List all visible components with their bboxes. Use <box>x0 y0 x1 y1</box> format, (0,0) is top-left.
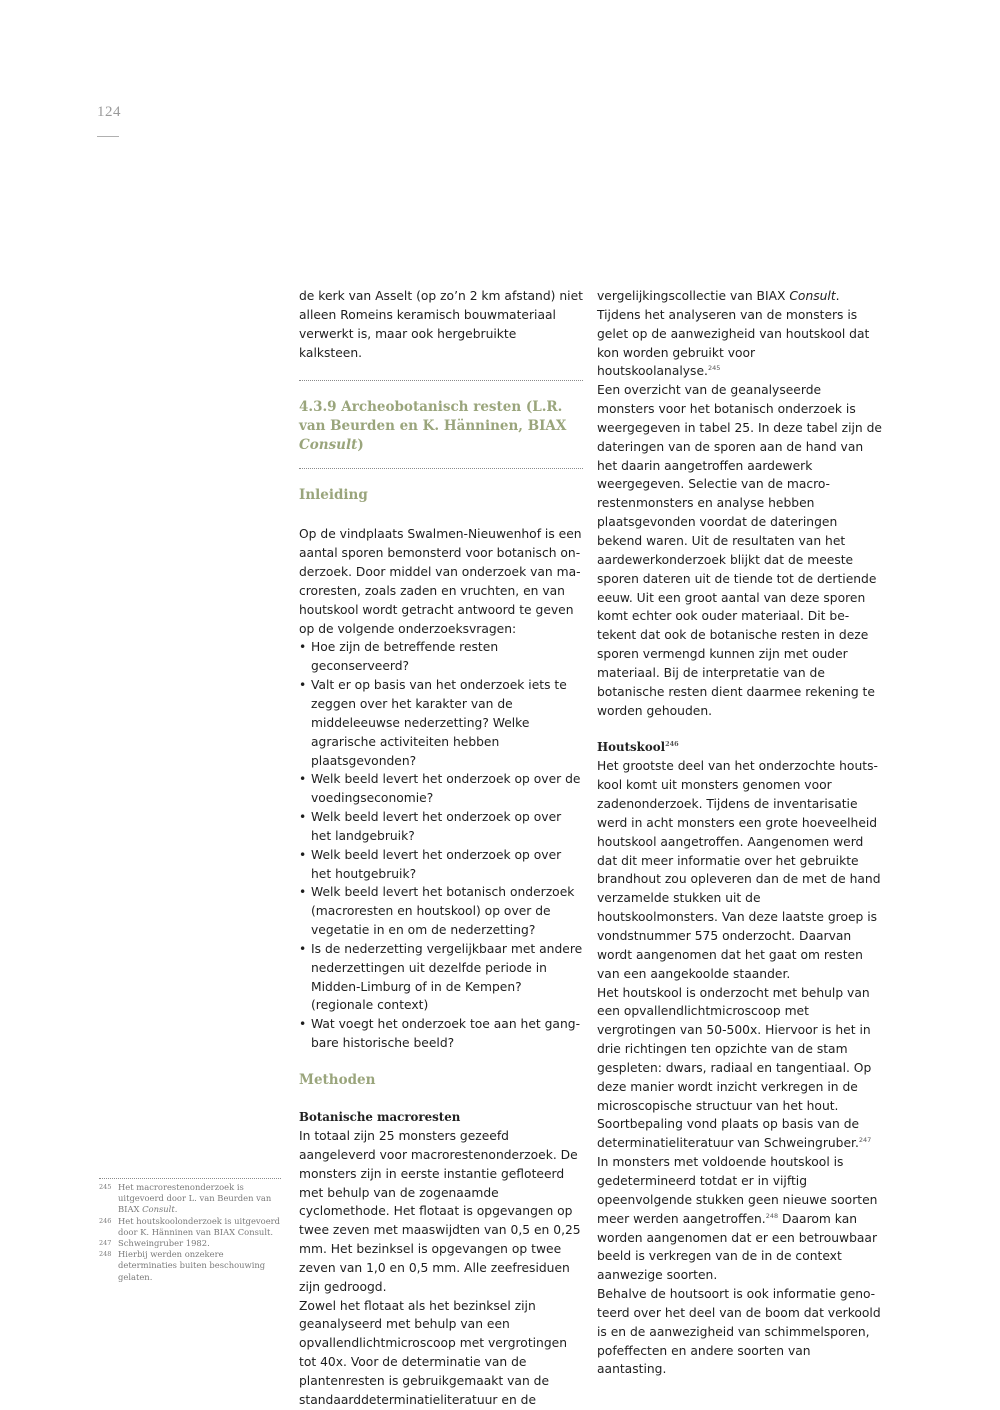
collection-paragraph: vergelijkingscollectie van BIAX Consult. Tijdens het analyseren van de monsters is gelet op de aanwezigheid van houtskool dat kon worden gebruikt voor houtskoolanalyse.$^{245}$ <box>597 289 870 379</box>
section-bottom-rule <box>299 468 583 469</box>
list-item: • Valt er op basis van het onderzoek iets te zeggen over het karakter van de middeleeuwse nederzetting? Welke agrarische activiteiten hebben plaatsgevonden? <box>299 676 583 770</box>
footnotes <box>99 1178 281 1283</box>
intro-paragraph: de kerk van Asselt (op zo’n 2 km afstand) niet alleen Romeins keramisch bouwmateriaal verwerkt is, maar ook hergebruikte kalksteen. <box>299 289 583 360</box>
research-questions-list <box>299 638 583 1053</box>
botanische-paragraph-2: Zowel het flotaat als het bezinksel zijn geanalyseerd met behulp van een opvallendlichtmicroscoop met vergrotingen tot 40x. Voor de determinatie van de plantenresten is gebruikgemaakt van de standaarddeterminatieliteratuur en de <box>299 1298 568 1407</box>
footnote-number: 247 <box>99 1239 112 1248</box>
list-item: • Welk beeld levert het botanisch onderzoek (macroresten en houtskool) op over de vegetatie in en om de nederzetting? <box>299 883 583 940</box>
footnote-number: 246 <box>99 1216 112 1225</box>
footnote-number: 245 <box>99 1183 112 1191</box>
footnote-number: 248 <box>99 1250 112 1259</box>
footnote-ref: 248 <box>765 1211 779 1220</box>
houtskool-heading: Houtskool$^{246}$ <box>597 740 679 755</box>
page-number-underline <box>97 136 119 137</box>
houtskool-paragraph-1: Het grootste deel van het onderzochte houtskool komt uit monsters genomen voor zadenonderzoek. Tijdens de inventarisatie werd in acht monsters een grote hoeveelheid houtskool aangetroffen. Aangenomen werd dat dit meer informatie over het gebruikte brandhout zou opleveren dan de met de hand verzamelde stukken uit de houtskoolmonsters. Van deze laatste groep is vondstnummer 575 onderzocht. Daarvan wordt aangenomen dat het gaat om resten van een aangekoolde staander. <box>597 759 881 981</box>
right-text-column <box>597 287 882 1379</box>
footnote: 248 Hierbij werden onzekere determinaties buiten beschouwing gelaten. <box>99 1249 266 1282</box>
botanische-macroresten-heading: Botanische macroresten <box>299 1110 461 1124</box>
overview-paragraph: Een overzicht van de geanalyseerde monsters voor het botanisch onderzoek is weergegeven in tabel 25. In deze tabel zijn de dateringen van de sporen aan de hand van het daarin aangetroffen aardewerk weergegeven. Selectie van de macrorestenmonsters en analyse hebben plaatsgevonden voordat de dateringen bekend waren. Uit de resultaten van het aardewerkonderzoek blijkt dat de meeste sporen dateren uit de tiende tot de dertiende eeuw. Uit een groot aantal van deze sporen komt echter ook ouder materiaal. Dit betekent dat ook de botanische resten in deze sporen vermengd kunnen zijn met ouder materiaal. Bij de interpretatie van de botanische resten dient daarmee rekening te worden gehouden. <box>597 383 882 718</box>
footnote-ref: 247 <box>858 1136 872 1145</box>
inleiding-heading: Inleiding <box>299 487 368 504</box>
left-text-column <box>299 287 583 1410</box>
list-item: • Welk beeld levert het onderzoek op over de voedingseconomie? <box>299 770 583 808</box>
page-number: 124 <box>97 104 121 120</box>
list-item: • Wat voegt het onderzoek toe aan het gangbare historische beeld? <box>299 1015 583 1053</box>
footnote-ref: 245 <box>707 364 721 373</box>
footnote: 246 Het houtskoolonderzoek is uitgevoerd door K. Hänninen van BIAX Consult. <box>99 1215 281 1237</box>
houtskool-paragraph-3: In monsters met voldoende houtskool is gedetermineerd totdat er in vijftig opeenvolgende stukken geen nieuwe soorten meer werden aangetroffen.$^{248}$ Daarom kan worden aangenomen dat er een betrouwbaar beeld is verkregen van de in de context aanwezige soorten. <box>597 1155 878 1283</box>
list-item: • Welk beeld levert het onderzoek op over het houtgebruik? <box>299 846 583 884</box>
footnote: 245 Het macrorestenonderzoek is uitgevoerd door L. van Beurden van BIAX Consult. <box>99 1182 272 1215</box>
section-top-rule <box>299 380 583 381</box>
list-item: • Hoe zijn de betreffende resten geconserveerd? <box>299 638 583 676</box>
methoden-heading: Methoden <box>299 1072 376 1088</box>
footnote-ref: 246 <box>665 740 679 749</box>
list-item: • Welk beeld levert het onderzoek op over het landgebruik? <box>299 808 583 846</box>
inleiding-paragraph: Op de vindplaats Swalmen-Nieuwenhof is een aantal sporen bemonsterd voor botanisch onderzoek. Door middel van onderzoek van macroresten, zoals zaden en vruchten, en van houtskool wordt getracht antwoord te geven op de volgende onderzoeksvragen: <box>299 527 582 636</box>
botanische-paragraph-1: In totaal zijn 25 monsters gezeefd aangeleverd voor macrorestenonderzoek. De monsters zijn in eerste instantie gefloteerd met behulp van de zogenaamde cyclomethode. Het flotaat is opgevangen op twee zeven met maaswijdten van 0,5 en 0,25 mm. Het bezinksel is opgevangen op twee zeven van 1,0 en 0,5 mm. Alle zeefresiduen zijn gedroogd. <box>299 1129 581 1294</box>
houtskool-paragraph-4: Behalve de houtsoort is ook informatie genoteerd over het deel van de boom dat verkoold is en de aanwezigheid van schimmelsporen, pofeffecten en andere soorten van aantasting. <box>597 1287 881 1377</box>
footnote-rule <box>99 1178 281 1179</box>
list-item: • Is de nederzetting vergelijkbaar met andere nederzettingen uit dezelfde periode in Midden-Limburg of in de Kempen? (regionale context) <box>299 940 583 1015</box>
houtskool-paragraph-2: Het houtskool is onderzocht met behulp van een opvallendlichtmicroscoop met vergrotingen van 50-500x. Hiervoor is het in drie richtingen ten opzichte van de stam gespleten: dwars, radiaal en tangentiaal. Op deze manier wordt inzicht verkregen in de microscopische structuur van het hout. Soortbepaling vond plaats op basis van de determinatieliteratuur van Schweingruber.$^{247}$ <box>597 985 872 1151</box>
section-heading: 4.3.9 Archeobotanisch resten (L.R. van Beurden en K. Hänninen, BIAX Consult) <box>299 399 567 454</box>
footnote: 247 Schweingruber 1982. <box>99 1238 210 1249</box>
